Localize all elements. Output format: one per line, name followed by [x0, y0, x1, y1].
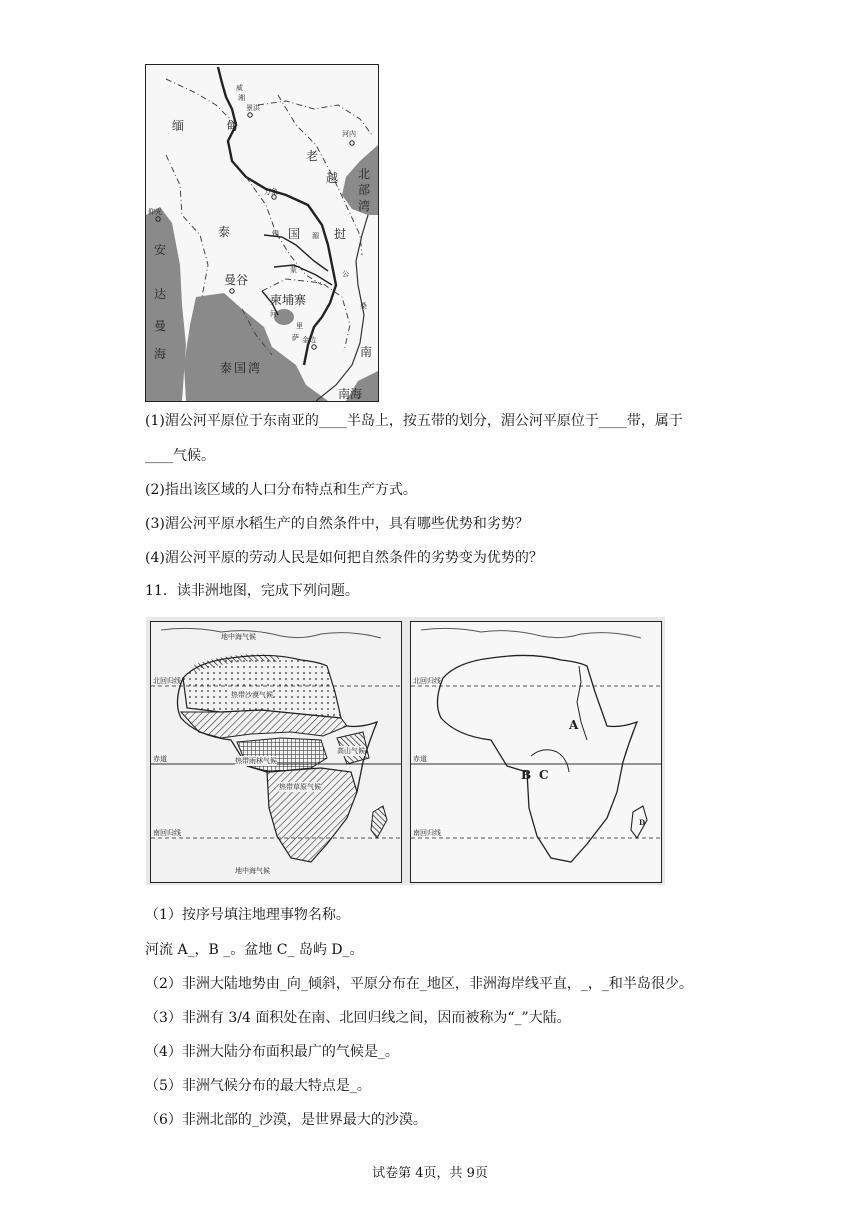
question-3: (3)湄公河平原水稻生产的自然条件中，具有哪些优势和劣势？: [145, 516, 529, 532]
label-he: 河: [270, 310, 277, 318]
label-A: A: [569, 718, 579, 732]
label-li: 里: [296, 322, 303, 330]
label-tropic-s-right: 南回归线: [413, 829, 441, 837]
label-wanxiang: 万象: [264, 188, 278, 196]
label-meng: 蒙: [290, 266, 297, 274]
subq-1: （1）按序号填注地理事物名称。: [145, 907, 350, 923]
question-11-title: 11．读非洲地图，完成下列问题。: [145, 583, 359, 599]
label-cambodia: 柬埔寨: [270, 293, 307, 307]
label-guo: 国: [288, 227, 301, 241]
label-savanna: 热带草原气候: [279, 783, 321, 791]
label-tropic-s-left: 南回归线: [153, 829, 181, 837]
label-xiang: 湘: [238, 94, 245, 102]
label-hanoi: 河内: [342, 130, 356, 138]
subq-1b: 河流 A_，B _。盆地 C_ 岛屿 D_。: [145, 942, 364, 958]
label-andaman-4: 海: [154, 347, 167, 361]
label-lao: 老: [306, 149, 319, 163]
question-1a: (1)湄公河平原位于东南亚的____半岛上，按五带的划分，湄公河平原位于____带，属于: [145, 413, 683, 429]
question-1b: ____气候。: [145, 448, 215, 464]
label-jinghong: 景洪: [246, 104, 260, 112]
subq-4: （4）非洲大陆分布面积最广的气候是_。: [145, 1044, 399, 1060]
label-xi: 锡: [272, 230, 279, 238]
label-tonkin-3: 湾: [358, 199, 371, 213]
label-gong: 公: [342, 270, 349, 278]
label-med-bottom: 地中海气候: [235, 867, 270, 875]
label-south-sea: 南海: [338, 387, 363, 401]
subq-5: （5）非洲气候分布的最大特点是_。: [145, 1078, 371, 1094]
label-C: C: [539, 768, 549, 782]
subq-6: （6）非洲北部的_沙漠，是世界最大的沙漠。: [145, 1112, 427, 1128]
label-gulf-thailand: 泰国湾: [220, 361, 263, 375]
africa-climate-map: [150, 621, 402, 883]
label-B: B: [521, 768, 532, 782]
label-highland: 高山气候: [337, 747, 365, 755]
label-pu: 挝: [334, 227, 347, 241]
label-tonkin-2: 部: [358, 183, 371, 197]
label-andaman-3: 曼: [154, 319, 167, 333]
label-rainforest: 热带雨林气候: [235, 757, 277, 765]
question-2: (2)指出该区域的人口分布特点和生产方式。: [145, 482, 417, 498]
label-med-top: 地中海气候: [221, 633, 256, 641]
label-jinbian: 金边: [302, 336, 316, 344]
label-jian: 湄: [312, 232, 319, 240]
label-sa: 萨: [292, 334, 299, 342]
africa-outline-drawing: [411, 622, 661, 882]
label-sang: 桑: [360, 302, 367, 310]
label-tonkin-1: 北: [358, 167, 371, 181]
label-nan: 南: [360, 345, 373, 359]
africa-maps: [146, 617, 665, 885]
label-andaman-1: 安: [154, 243, 167, 257]
subq-2: （2）非洲大陆地势由_向_倾斜，平原分布在_地区，非洲海岸线平直，_，_和半岛很少。: [145, 976, 693, 992]
label-desert: 热带沙漠气候: [231, 691, 273, 699]
subq-3: （3）非洲有 3/4 面积处在南、北回归线之间，因而被称为“_”大陆。: [145, 1010, 571, 1026]
label-andaman-2: 达: [154, 287, 167, 301]
label-equator-left: 赤道: [153, 755, 167, 763]
label-equator-right: 赤道: [413, 755, 427, 763]
label-mangu: 曼谷: [224, 273, 249, 287]
label-D: D: [639, 818, 646, 827]
africa-feature-map: [410, 621, 662, 883]
label-wei: 威: [236, 84, 243, 92]
label-dian: 甸: [226, 119, 239, 133]
label-tropic-n-left: 北回归线: [153, 677, 181, 685]
label-tai: 泰: [218, 225, 231, 239]
label-yue: 越: [326, 171, 339, 185]
question-4: (4)湄公河平原的劳动人民是如何把自然条件的劣势变为优势的？: [145, 550, 543, 566]
label-burma: 缅: [172, 119, 185, 133]
label-yangguang: 仰光: [148, 208, 162, 216]
label-tropic-n-right: 北回归线: [413, 677, 441, 685]
page-footer: 试卷第 4页，共 9页: [372, 1166, 488, 1181]
mekong-map: [145, 64, 379, 402]
